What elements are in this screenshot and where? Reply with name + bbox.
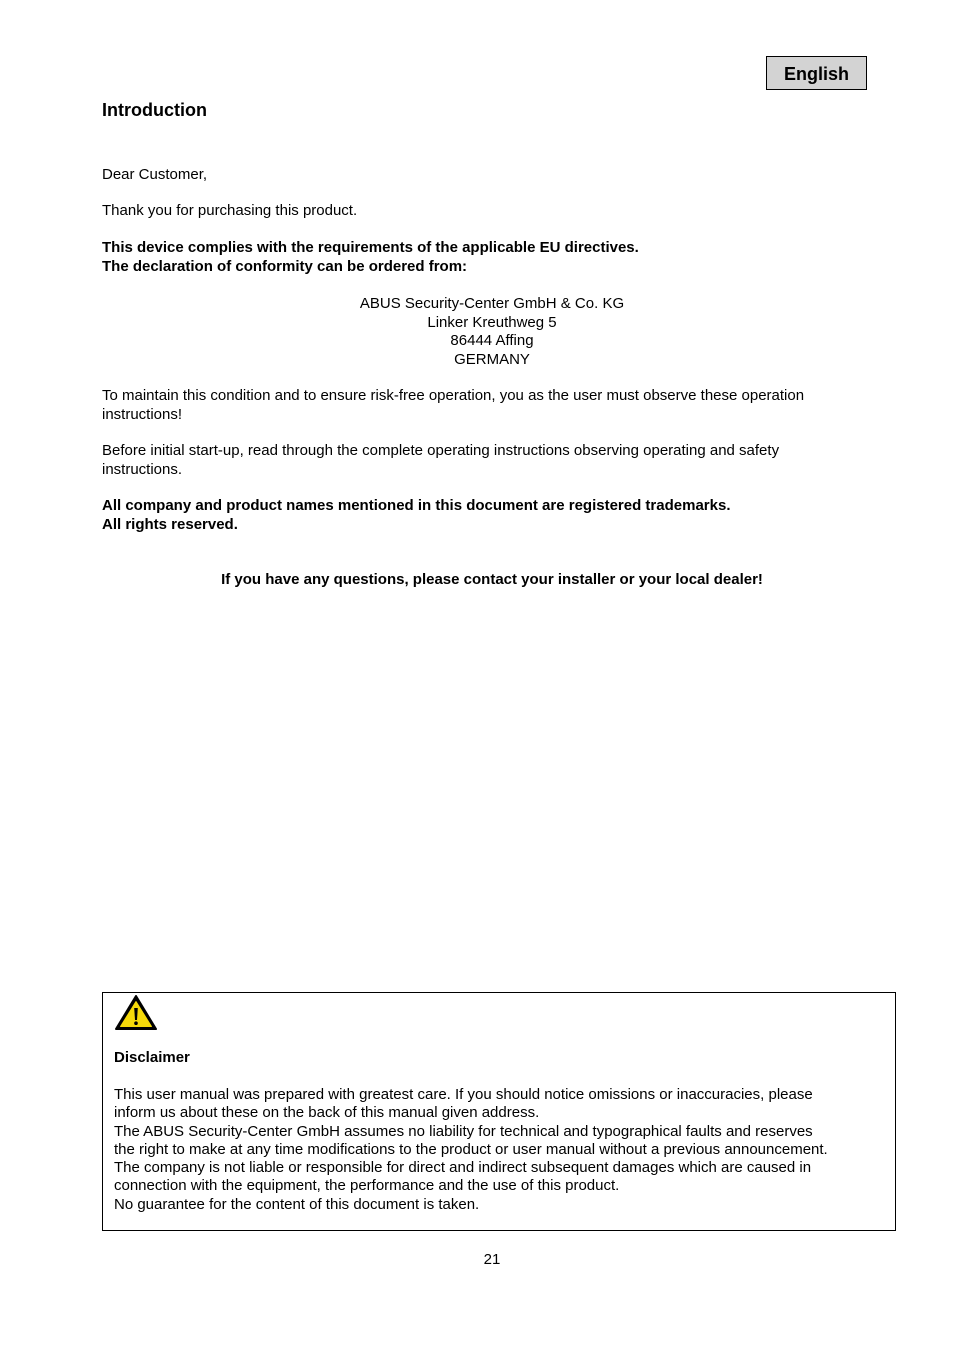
section-title: Introduction: [102, 100, 207, 120]
greeting-text: Dear Customer,: [102, 166, 208, 183]
compliance-line: This device complies with the requirements of the applicable EU directives.: [102, 239, 639, 256]
disclaimer-line: This user manual was prepared with greatest care. If you should notice omissions or inaccuracies, please: [114, 1086, 813, 1103]
maintain-paragraph: [102, 387, 872, 424]
contact-notice: If you have any questions, please contact your installer or your local dealer!: [221, 571, 763, 588]
address-line: ABUS Security-Center GmbH & Co. KG: [359, 295, 625, 312]
maintain-line: To maintain this condition and to ensure risk-free operation, you as the user must observe these operation: [102, 387, 805, 404]
compliance-paragraph: [102, 239, 872, 276]
startup-line: instructions.: [102, 460, 183, 478]
disclaimer-title: Disclaimer: [114, 1049, 190, 1066]
address-line: GERMANY: [454, 350, 530, 368]
maintain-line: instructions!: [102, 405, 183, 423]
disclaimer-line: The ABUS Security-Center GmbH assumes no liability for technical and typographical faults and reserves: [114, 1122, 813, 1140]
address-line: 86444 Affing: [450, 332, 534, 349]
disclaimer-box: [102, 992, 896, 1231]
compliance-line: The declaration of conformity can be ordered from:: [102, 257, 468, 275]
disclaimer-line: the right to make at any time modifications to the product or user manual without a previous announcement.: [114, 1140, 828, 1158]
warning-triangle-icon: [114, 994, 158, 1031]
disclaimer-line: connection with the equipment, the performance and the use of this product.: [114, 1177, 620, 1195]
address-block: [102, 295, 882, 369]
thanks-text: Thank you for purchasing this product.: [102, 202, 358, 219]
language-badge: English: [766, 56, 867, 90]
disclaimer-text: [114, 1086, 889, 1214]
disclaimer-line: inform us about these on the back of this manual given address.: [114, 1104, 540, 1122]
trademark-paragraph: [102, 497, 872, 534]
address-line: Linker Kreuthweg 5: [427, 313, 557, 331]
startup-paragraph: [102, 442, 872, 479]
page-number: 21: [483, 1251, 501, 1268]
startup-line: Before initial start-up, read through the complete operating instructions observing operating and safety: [102, 442, 780, 459]
disclaimer-line: No guarantee for the content of this document is taken.: [114, 1195, 480, 1213]
trademark-line: All rights reserved.: [102, 515, 238, 533]
trademark-line: All company and product names mentioned in this document are registered trademarks.: [102, 497, 731, 514]
disclaimer-line: The company is not liable or responsible for direct and indirect subsequent damages which are caused in: [114, 1159, 812, 1177]
